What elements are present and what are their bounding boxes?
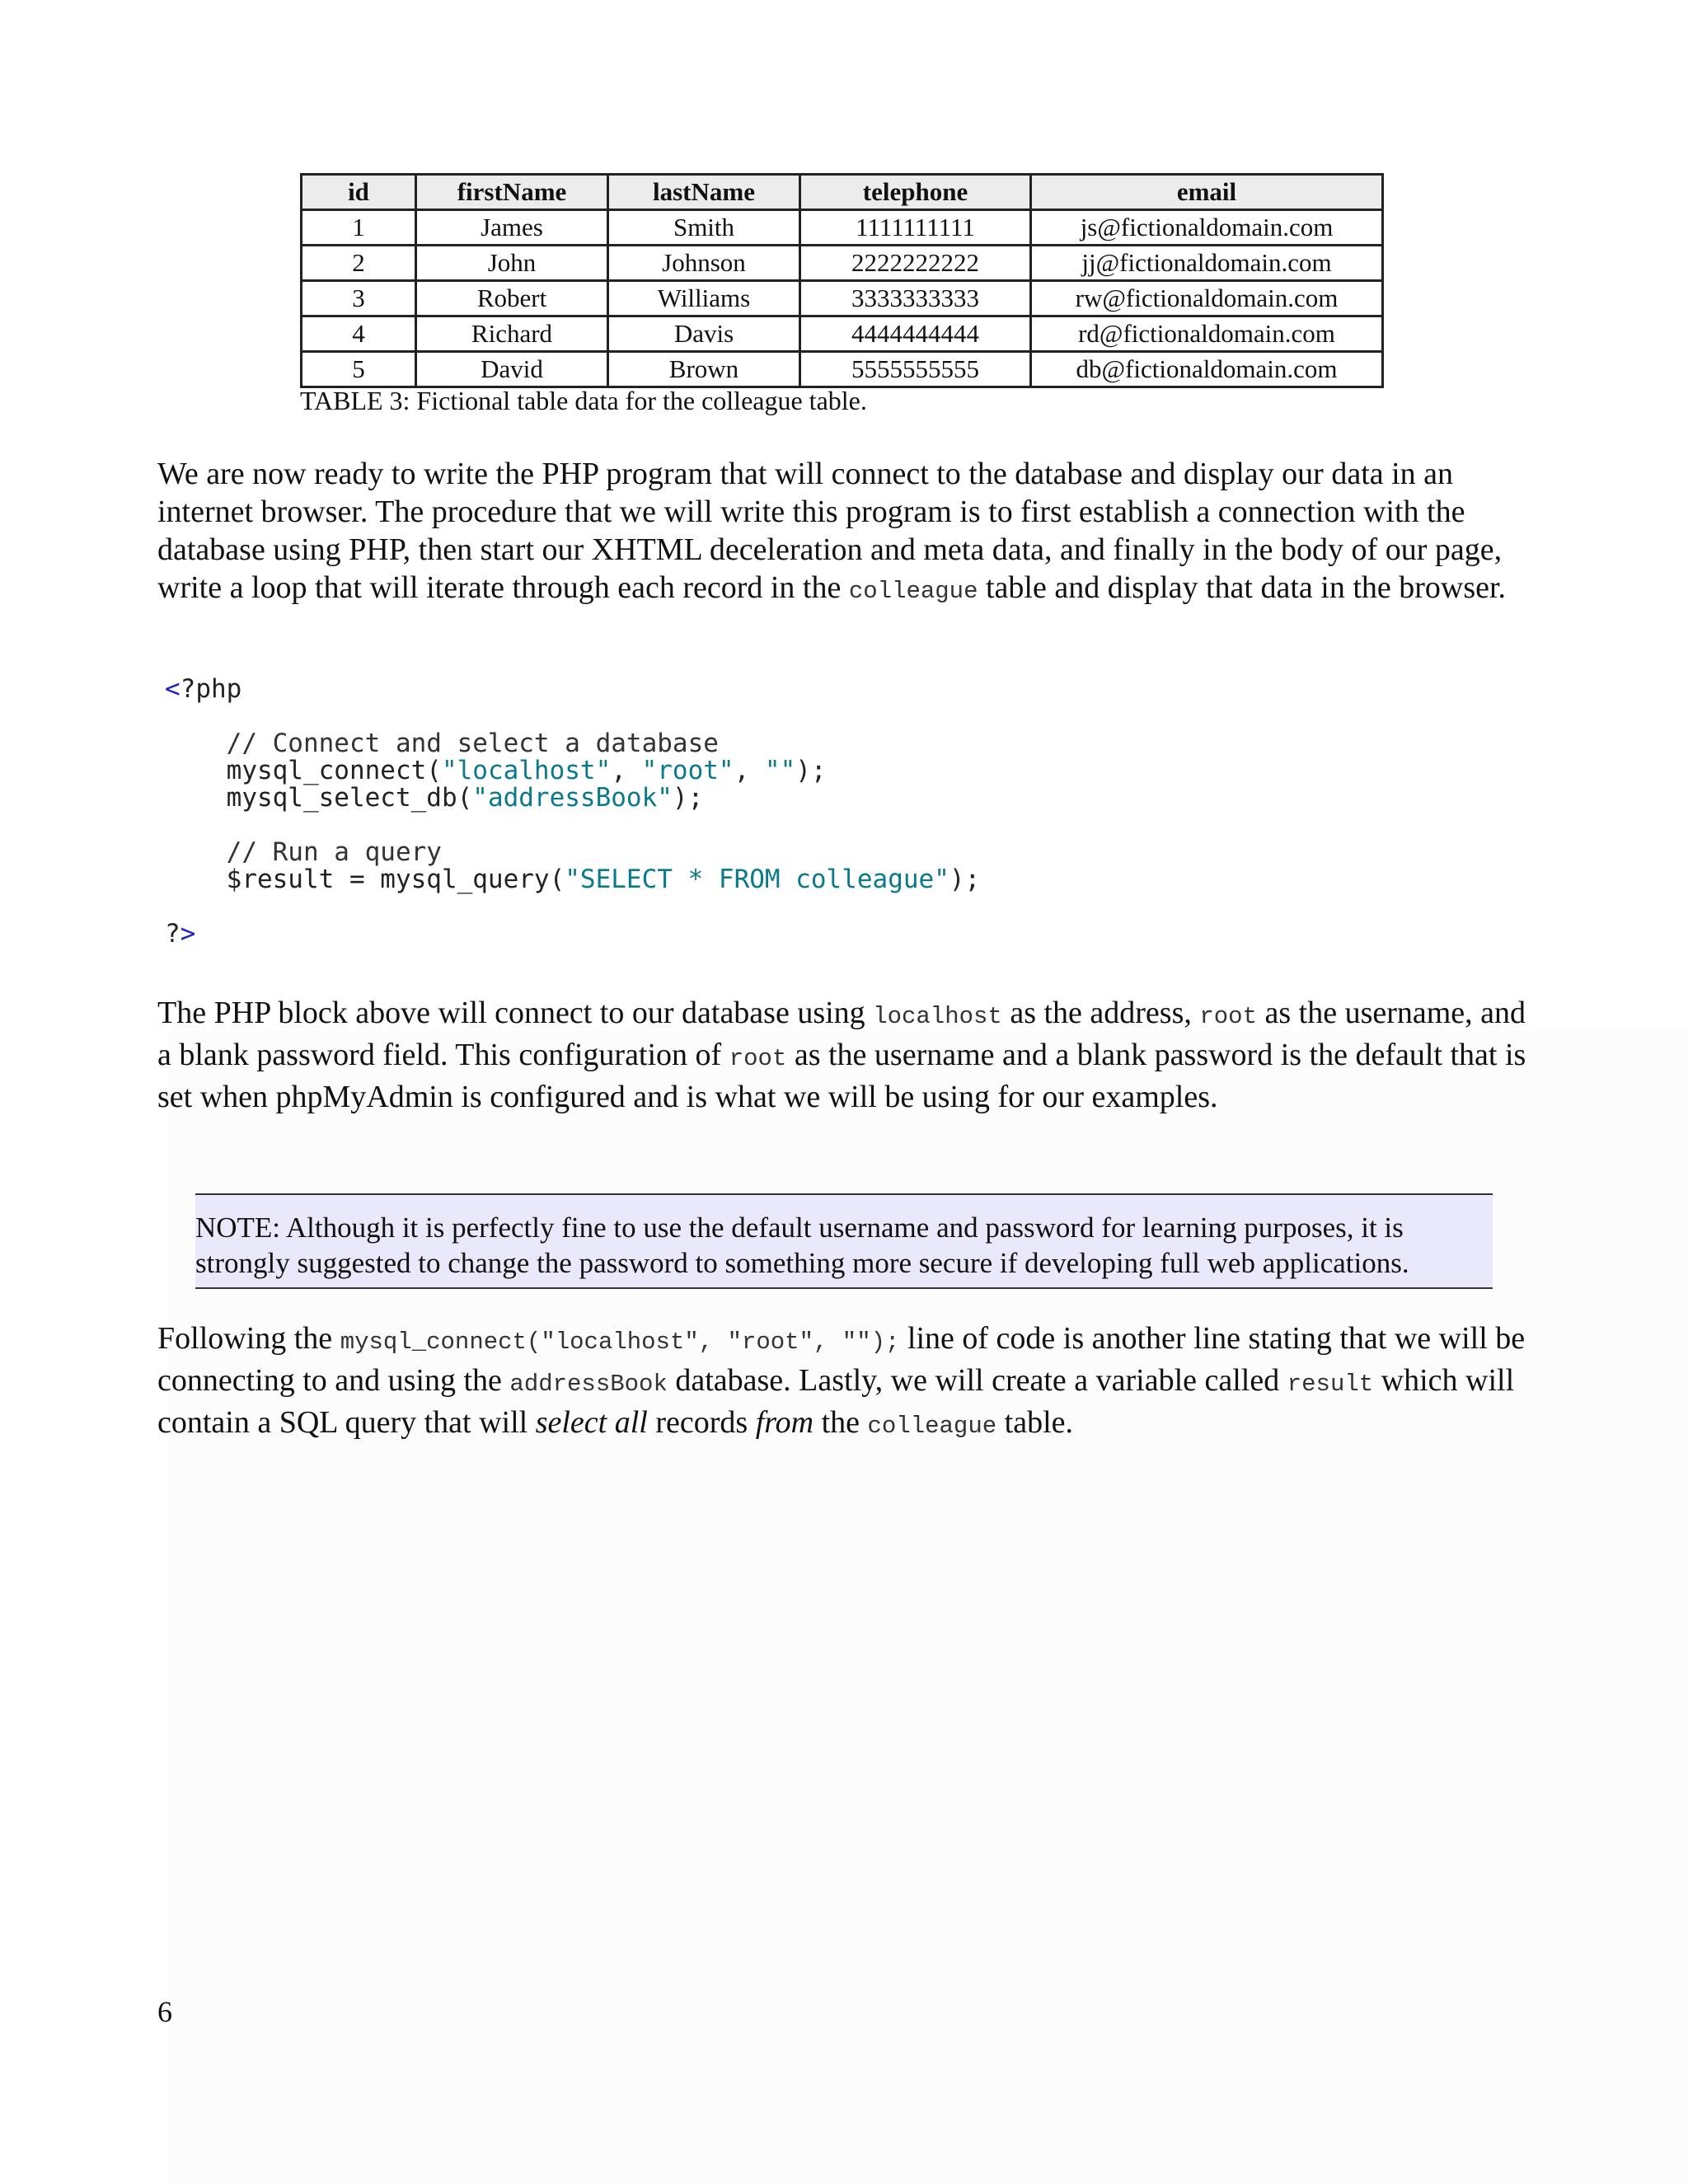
page-number: 6 <box>157 1995 172 2028</box>
inline-code: mysql_connect("localhost", "root", ""); <box>340 1329 900 1356</box>
cell-email: js@fictionaldomain.com <box>1031 210 1383 246</box>
cell-email: rd@fictionaldomain.com <box>1031 316 1383 352</box>
header-email: email <box>1031 175 1383 210</box>
cell-firstname: John <box>416 246 608 281</box>
code-line: // Run a query <box>226 837 442 867</box>
colleague-table <box>300 173 1384 388</box>
inline-code: result <box>1287 1371 1374 1398</box>
cell-id: 3 <box>302 281 416 316</box>
code-line: // Connect and select a database <box>226 729 719 758</box>
cell-firstname: David <box>416 352 608 387</box>
cell-email: jj@fictionaldomain.com <box>1031 246 1383 281</box>
cell-telephone: 3333333333 <box>800 281 1031 316</box>
cell-telephone: 1111111111 <box>800 210 1031 246</box>
table-caption: TABLE 3: Fictional table data for the colleague table. <box>300 386 867 415</box>
code-line: mysql_select_db("addressBook"); <box>226 783 704 813</box>
code-line: $result = mysql_query("SELECT * FROM colleague"); <box>226 865 981 894</box>
cell-firstname: Robert <box>416 281 608 316</box>
cell-id: 2 <box>302 246 416 281</box>
php-close-tag: ?> <box>165 919 196 949</box>
php-code-block: <?php // Connect and select a database mysql_connect("localhost", "root", ""); mysql_select_db("addressBook"); // Run a query $result = mysql_query("SELECT * FROM colleague"); ?> <box>165 674 981 949</box>
cell-id: 4 <box>302 316 416 352</box>
explanation-paragraph: The PHP block above will connect to our database using localhost as the address, root as the username, and a blank password field. This configuration of root as the username and a blank password is the default that is set when phpMyAdmin is configured and is what we will be using for our examples. <box>157 996 1526 1114</box>
inline-code: addressBook <box>509 1371 668 1398</box>
note-text: NOTE: Although it is perfectly fine to use the default username and password for learning purposes, it is strongly suggested to change the password to something more secure if developing full web applications. <box>195 1212 1409 1279</box>
table-row <box>302 352 1383 387</box>
header-telephone: telephone <box>800 175 1031 210</box>
cell-lastname: Williams <box>608 281 800 316</box>
cell-firstname: Richard <box>416 316 608 352</box>
code-line: mysql_connect("localhost", "root", ""); <box>226 756 827 785</box>
php-open-tag: < <box>165 674 181 704</box>
note-box <box>195 1193 1493 1289</box>
inline-code: root <box>729 1045 787 1072</box>
table-row <box>302 246 1383 281</box>
table-row <box>302 316 1383 352</box>
header-lastname: lastName <box>608 175 800 210</box>
cell-id: 5 <box>302 352 416 387</box>
header-firstname: firstName <box>416 175 608 210</box>
cell-telephone: 4444444444 <box>800 316 1031 352</box>
cell-lastname: Smith <box>608 210 800 246</box>
cell-email: db@fictionaldomain.com <box>1031 352 1383 387</box>
inline-code: localhost <box>873 1003 1002 1030</box>
inline-code: colleague <box>848 578 978 605</box>
table-row <box>302 210 1383 246</box>
cell-lastname: Brown <box>608 352 800 387</box>
cell-telephone: 5555555555 <box>800 352 1031 387</box>
cell-email: rw@fictionaldomain.com <box>1031 281 1383 316</box>
inline-code: colleague <box>867 1413 997 1440</box>
inline-code: root <box>1199 1003 1257 1030</box>
table-row <box>302 281 1383 316</box>
header-id: id <box>302 175 416 210</box>
cell-firstname: James <box>416 210 608 246</box>
followup-paragraph: Following the mysql_connect("localhost", "root", ""); line of code is another line stating that we will be connecting to and using the addressBook database. Lastly, we will create a variable called result which will contain a SQL query that will select all records from the colleague table. <box>157 1321 1526 1440</box>
table-header-row <box>302 175 1383 210</box>
cell-id: 1 <box>302 210 416 246</box>
cell-telephone: 2222222222 <box>800 246 1031 281</box>
intro-paragraph: We are now ready to write the PHP program that will connect to the database and display our data in an internet browser. The procedure that we will write this program is to first establish a connection with the database using PHP, then start our XHTML deceleration and meta data, and finally in the body of our page, write a loop that will iterate through each record in the colleague table and display that data in the browser. <box>157 457 1507 605</box>
cell-lastname: Davis <box>608 316 800 352</box>
cell-lastname: Johnson <box>608 246 800 281</box>
